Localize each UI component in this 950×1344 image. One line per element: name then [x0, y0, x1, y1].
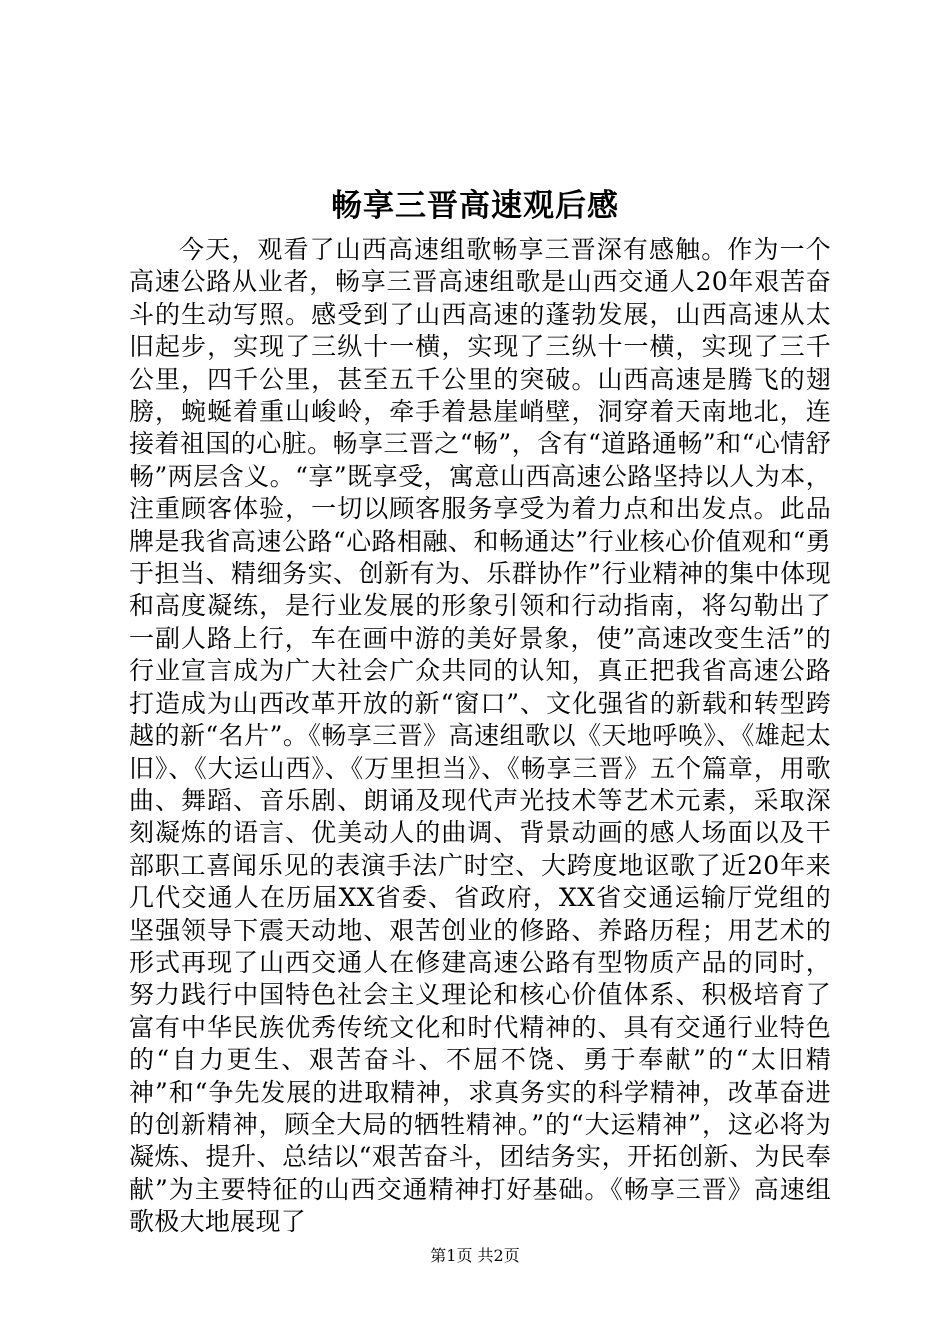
document-body-paragraph: 今天，观看了山西高速组歌畅享三晋深有感触。作为一个高速公路从业者，畅享三晋高速组歌是山西交通人20年艰苦奋斗的生动写照。感受到了山西高速的蓬勃发展，山西高速从太旧起步，实现了三纵十一横，实现了三纵十一横，实现了三千公里，四千公里，甚至五千公里的突破。山西高速是腾飞的翅膀，蜿蜒着重山峻岭，牵手着悬崖峭壁，洞穿着天南地北，连接着祖国的心脏。畅享三晋之“畅”，含有“道路通畅”和“心情舒畅”两层含义。“享”既享受，寓意山西高速公路坚持以人为本，注重顾客体验，一切以顾客服务享受为着力点和出发点。此品牌是我省高速公路“心路相融、和畅通达”行业核心价值观和“勇于担当、精细务实、创新有为、乐群协作”行业精神的集中体现和高度凝练，是行业发展的形象引领和行动指南，将勾勒出了一副人路上行，车在画中游的美好景象，使”高速改变生活”的行业宣言成为广大社会广众共同的认知，真正把我省高速公路打造成为山西改革开放的新“窗口”、文化强省的新载和转型跨越的新“名片”。《畅享三晋》高速组歌以《天地呼唤》、《雄起太旧》、《大运山西》、《万里担当》、《畅享三晋》五个篇章，用歌曲、舞蹈、音乐剧、朗诵及现代声光技术等艺术元素，采取深刻凝炼的语言、优美动人的曲调、背景动画的感人场面以及干部职工喜闻乐见的表演手法广时空、大跨度地讴歌了近20年来几代交通人在历届XX省委、省政府，XX省交通运输厅党组的坚强领导下震天动地、艰苦创业的修路、养路历程；用艺术的形式再现了山西交通人在修建高速公路有型物质产品的同时，努力践行中国特色社会主义理论和核心价值体系、积极培育了富有中华民族优秀传统文化和时代精神的、具有交通行业特色的“自力更生、艰苦奋斗、不屈不饶、勇于奉献”的“太旧精神”和“争先发展的进取精神，求真务实的科学精神，改革奋进的创新精神，顾全大局的牺牲精神。”的“大运精神”，这必将为凝炼、提升、总结以“艰苦奋斗，团结务实，开拓创新、为民奉献”为主要特征的山西交通精神打好基础。《畅享三晋》高速组歌极大地展现了: [129, 235, 831, 1237]
document-title: 畅享三晋高速观后感: [331, 188, 619, 224]
page-number-footer: 第1页 共2页: [430, 1246, 520, 1265]
